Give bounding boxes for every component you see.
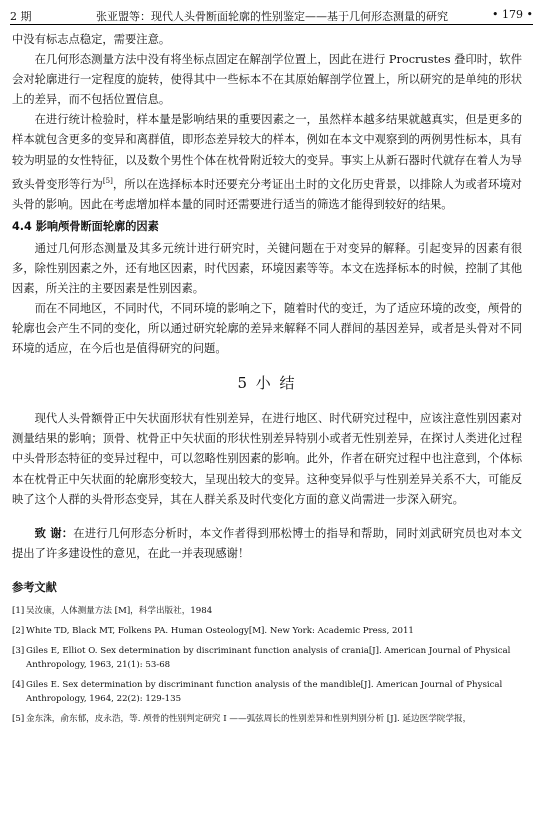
reference-number: [4] [12,680,25,691]
reference-number: [2] [12,626,25,637]
running-title: 张亚盟等：现代人头骨断面轮廓的性别鉴定——基于几何形态测量的研究 [96,10,448,23]
reference-item [12,712,522,726]
reference-text: White TD, Black MT, Folkens PA. Human Osteology[M]. New York: Academic Press, 2011 [26,626,414,637]
reference-item [12,624,522,638]
page-number: • 179 • [492,8,533,21]
issue-number: 2 期 [10,10,32,23]
reference-text: Giles E. Sex determination by discriminant function analysis of the mandible[J]. American Journal of Physical Anthropology, 1964, 22(2): 129-135 [26,680,503,705]
reference-item [12,644,522,672]
reference-number: [1] [12,606,25,617]
section-heading: 4.4 影响颅骨断面轮廓的因素 [12,219,159,233]
reference-list [12,604,522,726]
paragraph-text: 在进行统计检验时，样本量是影响结果的重要因素之一，虽然样本越多结果就越真实，但是更多的样本就包含更多的变异和离群值，即形态差异较大的样本，例如在本文中观察到的两例男性标本，具有较为明显的女性特征，以及数个男性个体在枕骨附近较大的变异。事实上从新石器时代就存在着人为导致头骨变形等行为 [12,113,522,191]
reference-number: [5] [12,714,25,725]
reference-item [12,604,522,618]
reference-text: 吴汝康，人体测量方法 [M]，科学出版社，1984 [26,606,213,617]
citation-marker: [5] [102,176,113,185]
paragraph: 现代人头骨额骨正中矢状面形状有性别差异，在进行地区、时代研究过程中，应该注意性别因素对测量结果的影响；顶骨、枕骨正中矢状面的形状性别差异特别小或者无性别差异，在探讨人类进化过程中头骨形态特征的变异过程中，可以忽略性别因素的影响。此外，作者在研究过程中也注意到，个体标本在枕骨正中矢状面的轮廓形变较大，呈现出较大的变异。这种变异似乎与性别差异关系不大，可能反映了这个人群的头骨形态变异，其在人群关系及时代变化方面的意义尚需进一步深入研究。 [12,412,522,506]
running-header [10,4,533,25]
acknowledgement [12,524,522,564]
reference-number: [3] [12,646,25,657]
reference-text: 金东洙，俞东郁，皮永浩，等. 颅骨的性别判定研究 I ——弧弦周长的性别差异和性别判别分析 [J]. 延边医学院学报， [26,714,472,725]
paragraph-text: ，所以在选择标本时还要充分考证出土时的文化历史背景，以排除人为或者环境对头骨的影响。因此在考虑增加样本量的同时还需要进行适当的筛选才能得到较好的结果。 [12,177,522,211]
references-heading: 参考文献 [12,580,57,594]
ack-text: 在进行几何形态分析时，本文作者得到邢松博士的指导和帮助，同时刘武研究员也对本文提出了许多建设性的意见，在此一并表现感谢！ [12,526,522,560]
reference-text: Giles E, Elliot O. Sex determination by discriminant function analysis of crania[J]. American Journal of Physical Anthropology, 1963, 21(1): 53-68 [26,646,511,671]
article-body [12,30,522,732]
reference-item [12,678,522,706]
paragraph: 中没有标志点稳定，需要注意。 [12,33,171,46]
paragraph: 而在不同地区，不同时代，不同环境的影响之下，随着时代的变迁，为了适应环境的改变，颅骨的轮廓也会产生不同的变化，所以通过研究轮廓的差异来解释不同人群间的基因差异，或者是头骨对不同环境的适应，在今后也是值得研究的问题。 [12,301,522,356]
paragraph: 通过几何形态测量及其多元统计进行研究时，关键问题在于对变异的解释。引起变异的因素有很多，除性别因素之外，还有地区因素，时代因素，环境因素等等。本文在选择标本的时候，控制了其他因素，所关注的主要因素是性别因素。 [12,241,522,295]
ack-label: 致 谢： [34,526,74,540]
paragraph: 在几何形态测量方法中没有将坐标点固定在解剖学位置上，因此在进行 Procrustes 叠印时，软件会对轮廓进行一定程度的旋转，使得其中一些标本不在其原始解剖学位置上，所以研究的是单纯的形状上的差异，而不包括位置信息。 [12,53,522,107]
paragraph [12,110,522,214]
chapter-heading: 5 小 结 [237,374,297,393]
